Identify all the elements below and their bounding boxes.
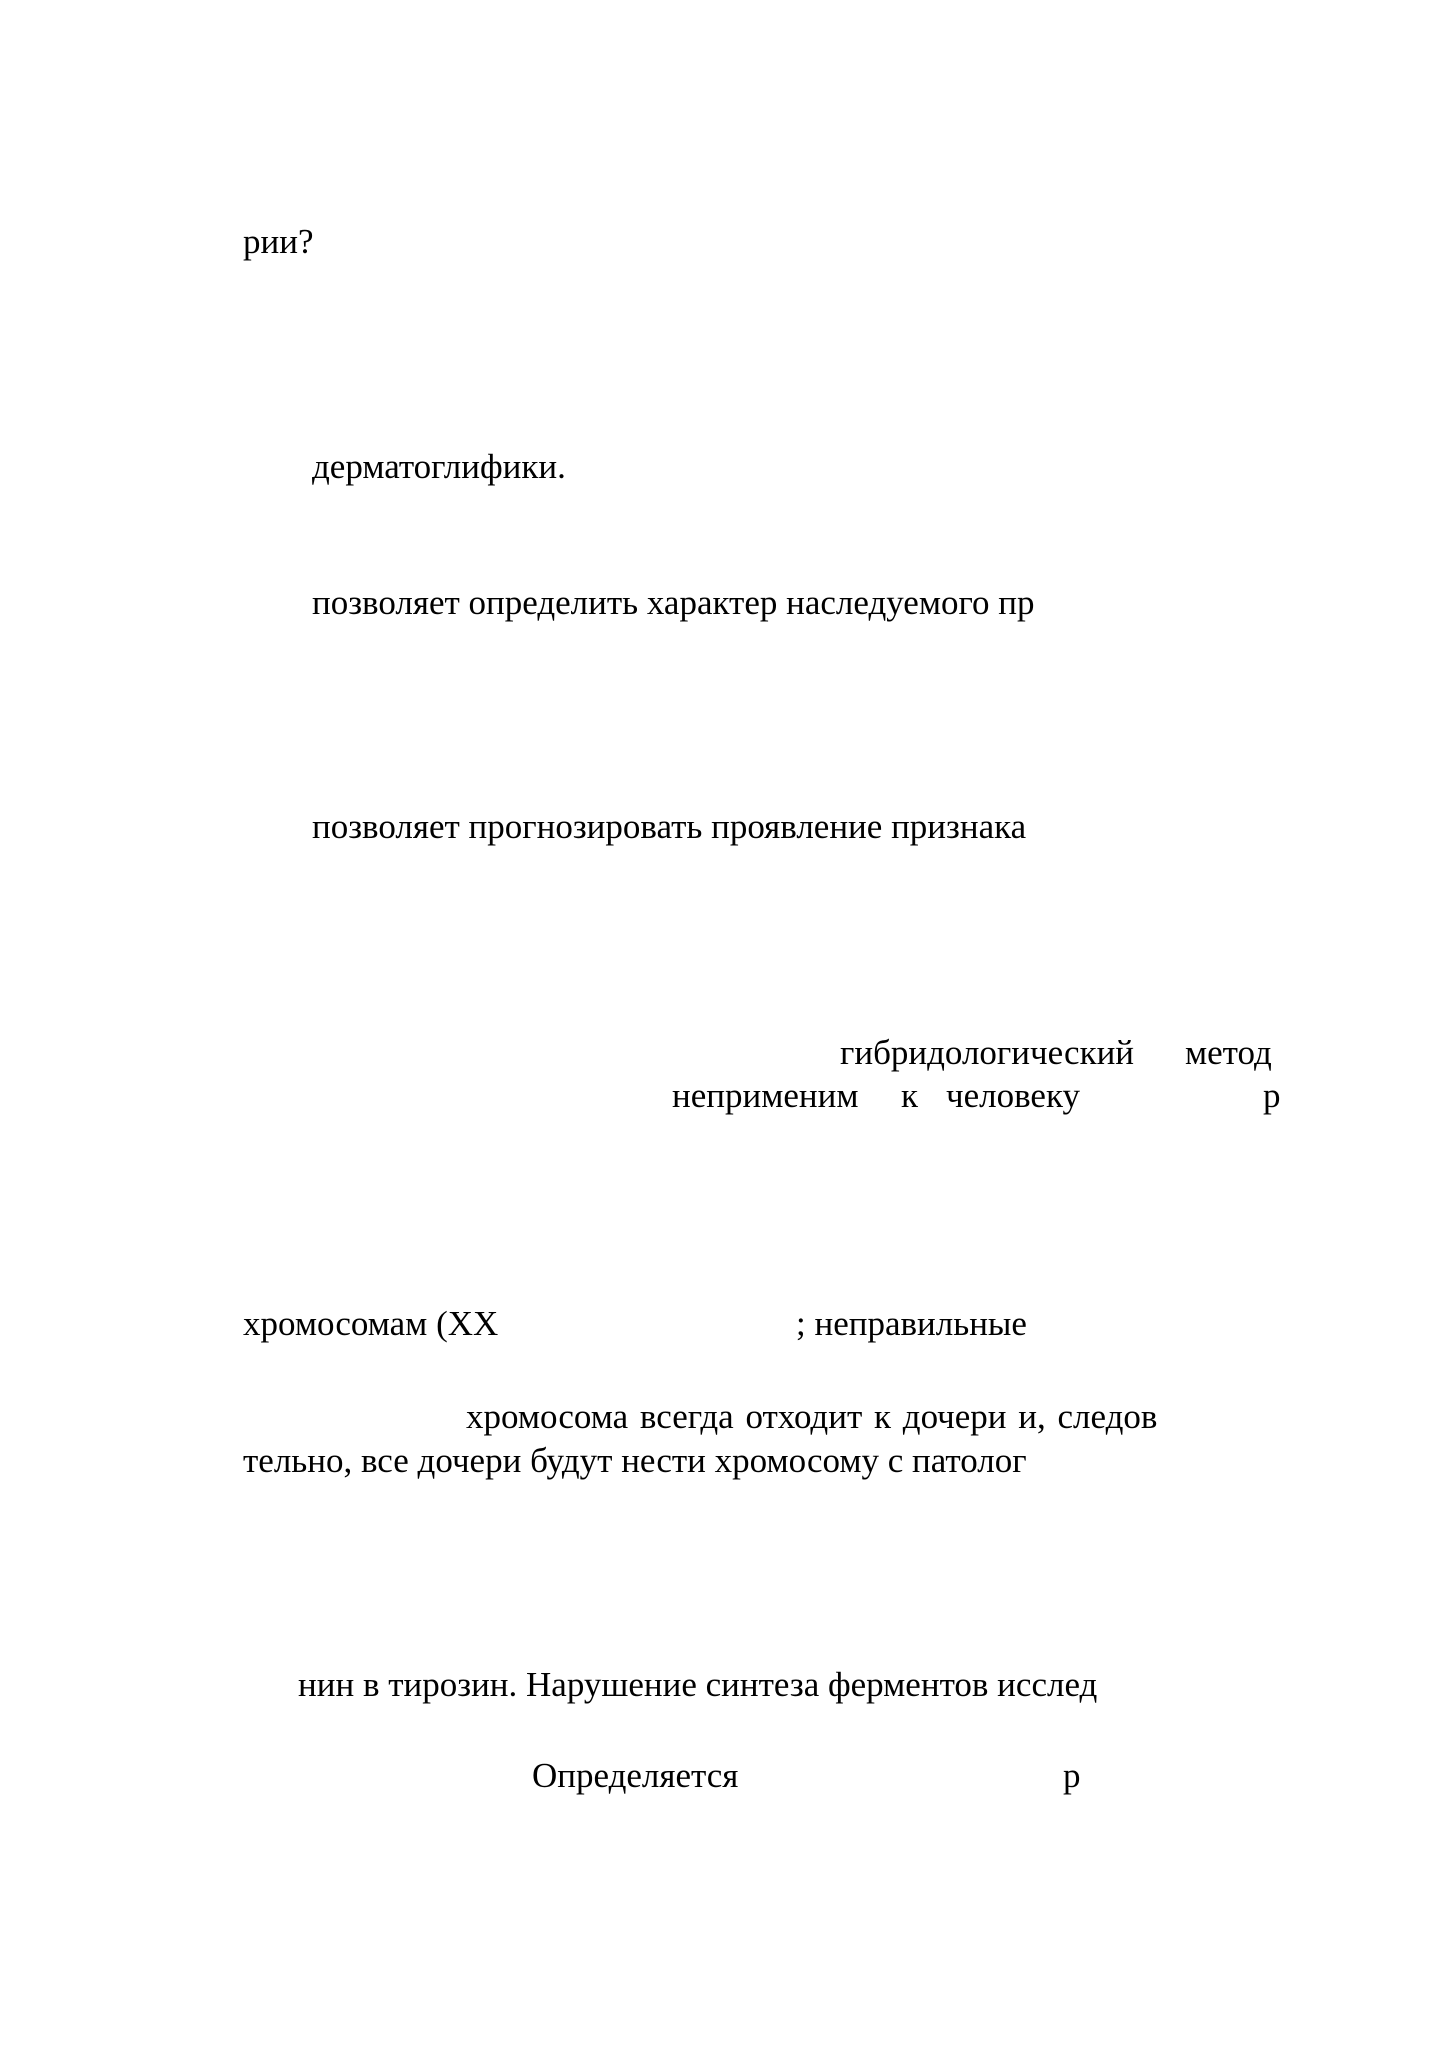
text-line-8: хромосома всегда отходит к дочери и, следов xyxy=(466,1397,1158,1436)
text-line-6-word-4: р xyxy=(1263,1076,1281,1115)
text-line-3: позволяет определить характер наследуемого пр xyxy=(312,583,1035,622)
text-line-7-part-2: ; неправильные xyxy=(796,1304,1027,1343)
text-line-7-part-1: хромосомам (XX xyxy=(243,1304,499,1343)
text-line-5-word-1: гибридологический xyxy=(840,1033,1135,1072)
text-line-11-word-2: р xyxy=(1063,1756,1081,1795)
text-line-2: дерматоглифики. xyxy=(312,447,566,486)
text-line-6-word-2: к xyxy=(901,1076,919,1115)
text-line-4: позволяет прогнозировать проявление признака xyxy=(312,807,1027,846)
text-line-6-word-3: человеку xyxy=(946,1076,1080,1115)
text-line-5-word-2: метод xyxy=(1185,1033,1272,1072)
text-line-10: нин в тирозин. Нарушение синтеза ферментов исслед xyxy=(298,1665,1098,1704)
text-line-1: рии? xyxy=(243,222,314,261)
text-line-9: тельно, все дочери будут нести хромосому с патолог xyxy=(243,1441,1027,1480)
text-line-6-word-1: неприменим xyxy=(672,1076,859,1115)
text-line-11-word-1: Определяется xyxy=(532,1756,739,1795)
